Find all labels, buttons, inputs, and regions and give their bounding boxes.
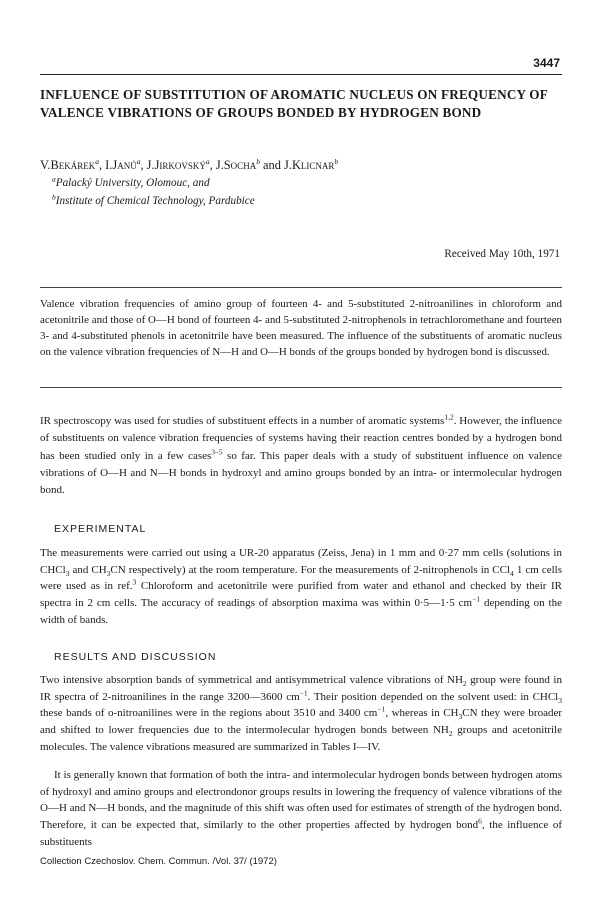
affiliation-mark: b [52,192,56,202]
reference-mark: 1,2 [444,412,454,422]
author-list: V.Bekárek$^a$, I.Janů$^a$, J.Jirkovský$^a$, J.Socha$^b$ and J.Klicnar$^b$ [40,156,339,172]
text-run: so far. This paper deals with a study of substituent influence on valence vibrations of O—H and N—H bonds in hydroxyl and amino groups bonded by an intra- or intermolecular hydrogen bond. [40,449,562,497]
experimental-paragraph [40,545,562,629]
author-affiliation-mark: b [256,156,260,166]
superscript: −1 [472,594,481,604]
text-run: group were found in IR spectra of 2-nitroanilines in the range 3200—3600 cm [40,674,562,703]
author-affiliation-mark: a [136,156,141,166]
subscript: 3 [106,568,111,578]
and-connector: and [259,158,285,172]
text-run: IR spectroscopy was used for studies of substituent effects in a number of aromatic systems [40,415,445,427]
journal-footer: Collection Czechoslov. Chem. Commun. /Vol. 37/ (1972) [40,856,277,867]
superscript: −1 [377,704,386,714]
affiliation-text: Palacký University, Olomouc, and [55,177,210,189]
page-number: 3447 [533,56,560,70]
text-run: CN they were broader and shifted to lower frequencies due to the intermolecular hydrogen bonds between NH [40,707,562,737]
affiliation-text: Institute of Chemical Technology, Pardubice [55,195,255,207]
affiliation-b [52,192,255,207]
introduction-paragraph [40,413,562,499]
subscript: 3 [458,712,463,722]
results-paragraph [40,672,562,756]
section-heading-results: RESULTS AND DISCUSSION [54,651,217,663]
text-run: . Their position depended on the solvent used: in CHCl [307,690,559,703]
text-run: these bands of o-nitroanilines were in the regions about 3510 and 3400 cm [40,707,378,720]
author-name: J.Klicnar [284,158,335,172]
text-run: 1 cm cells were used as in ref. [40,563,562,593]
author-affiliation-mark: b [334,156,339,166]
text-run: Chloroform and acetonitrile were purified from water and ethanol and checked by their IR spectra in 2 cm cells. The accuracy of readings of absorption maxima was within 0·5—1·5 cm [40,580,562,610]
subscript: 3 [65,568,70,578]
subscript: 4 [510,568,514,578]
text-run: The measurements were carried out using a UR-20 apparatus (Zeiss, Jena) in 1 mm and 0·27 mm cells (solutions in CHCl [40,547,562,576]
article-title: INFLUENCE OF SUBSTITUTION OF AROMATIC NUCLEUS ON FREQUENCY OF VALENCE VIBRATIONS OF GROUPS BONDED BY HYDROGEN BOND [40,87,548,120]
affiliation-mark: a [52,174,56,184]
author-name: J.Socha [215,158,257,172]
abstract-rule [40,287,562,288]
section-heading-experimental: EXPERIMENTAL [54,523,147,535]
text-run: , whereas in CH [385,707,459,720]
author-affiliation-mark: a [95,156,99,166]
subscript: 3 [558,695,562,705]
text-run: . However, the influence of substituents on valence vibration frequencies of systems having their reaction centres bonded by a hydrogen bond has been studied only in a few cases [40,415,562,462]
received-date: Received May 10th, 1971 [444,248,560,260]
subscript: 2 [448,729,453,739]
subscript: 2 [462,679,467,689]
text-run: and CH [69,563,107,576]
text-run: CN respectively) at the room temperature. For the measurements of 2-nitrophenols in CCl [110,563,511,576]
text-run: depending on the width of bands. [40,597,562,626]
reference-mark: 6 [478,816,482,826]
text-run: It is generally known that formation of both the intra- and intermolecular hydrogen bonds between hydrogen atoms of hydroxyl and amino groups and electrondonor groups results in lowering the frequency of valence vibrations of the O—H and N—H bonds, and the magnitude of this shift was often used for estimates of strength of the hydrogen bond. Therefore, it can be expected that, similarly to the other properties affected by hydrogen bond [40,769,562,832]
results-paragraph [40,767,562,851]
author-affiliation-mark: a [205,156,210,166]
affiliation-a [52,174,210,189]
abstract-rule [40,387,562,388]
abstract: Valence vibration frequencies of amino group of fourteen 4- and 5-substituted 2-nitroanilines in chloroform and acetonitrile and those of O—H bond of fourteen 4- and 5-substituted 2-nitrophenols in tetrachloromethane and fourteen 3- and 4-substituted phenols in acetonitrile have been measured. The influence of the substituents of aromatic nucleus on the valence vibration frequencies of N—H and O—H bonds of the groups bonded by hydrogen bond is discussed. [40,298,562,358]
text-run: Two intensive absorption bands of symmetrical and antisymmetrical valence vibrations of NH [40,674,463,686]
superscript: −1 [299,688,308,698]
reference-mark: 3 [132,577,137,587]
text-run: groups and acetonitrile molecules. The valence vibrations measured are summarized in Tables I—IV. [40,724,562,753]
author-name: I.Janů [105,158,137,172]
author-name: J.Jirkovský [146,158,206,172]
author-name: V.Bekárek [40,158,96,172]
text-run: , the influence of substituents [40,819,563,848]
header-rule [40,74,562,75]
reference-mark: 3–5 [211,446,223,456]
